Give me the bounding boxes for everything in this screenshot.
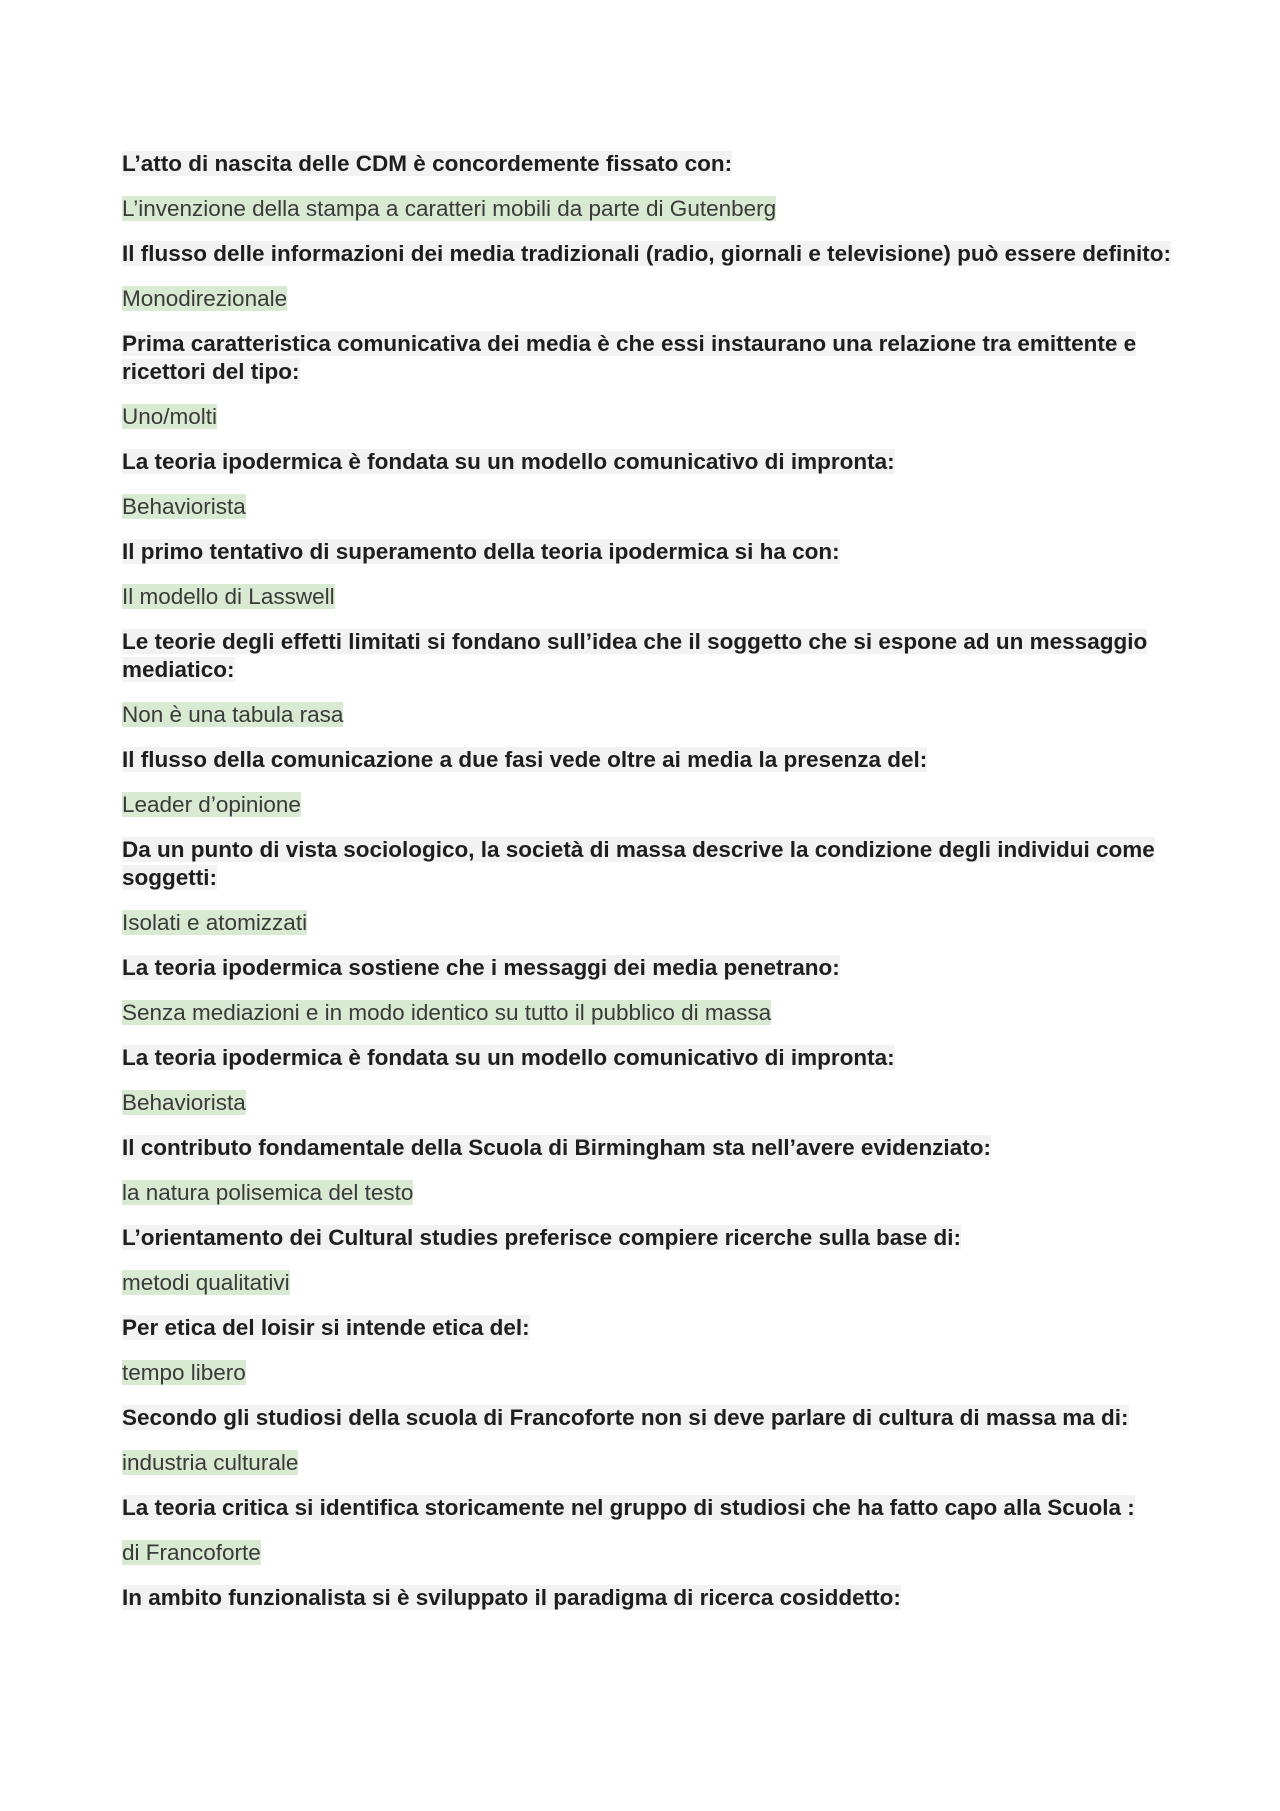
question-7: Il flusso della comunicazione a due fasi vede oltre ai media la presenza del:	[122, 747, 928, 772]
answer-1: L’invenzione della stampa a caratteri mobili da parte di Gutenberg	[122, 196, 777, 221]
question-16: In ambito funzionalista si è sviluppato il paradigma di ricerca cosiddetto:	[122, 1585, 901, 1610]
question-12: L’orientamento dei Cultural studies preferisce compiere ricerche sulla base di:	[122, 1225, 962, 1250]
answer-15: di Francoforte	[122, 1540, 261, 1565]
document-page	[122, 150, 1172, 1612]
answer-7: Leader d’opinione	[122, 792, 301, 817]
question-5: Il primo tentativo di superamento della teoria ipodermica si ha con:	[122, 539, 840, 564]
question-13: Per etica del loisir si intende etica del:	[122, 1315, 530, 1340]
answer-4: Behaviorista	[122, 494, 246, 519]
question-2: Il flusso delle informazioni dei media tradizionali (radio, giornali e televisione) può essere definito:	[122, 241, 1171, 266]
question-6: Le teorie degli effetti limitati si fondano sull’idea che il soggetto che si espone ad un messaggio mediatico:	[122, 629, 1148, 682]
answer-5: Il modello di Lasswell	[122, 584, 335, 609]
question-15: La teoria critica si identifica storicamente nel gruppo di studiosi che ha fatto capo alla Scuola :	[122, 1495, 1135, 1520]
answer-8: Isolati e atomizzati	[122, 910, 308, 935]
question-3: Prima caratteristica comunicativa dei media è che essi instaurano una relazione tra emittente e ricettori del tipo:	[122, 331, 1137, 384]
question-4: La teoria ipodermica è fondata su un modello comunicativo di impronta:	[122, 449, 895, 474]
answer-6: Non è una tabula rasa	[122, 702, 344, 727]
answer-14: industria culturale	[122, 1450, 299, 1475]
question-11: Il contributo fondamentale della Scuola di Birmingham sta nell’avere evidenziato:	[122, 1135, 991, 1160]
answer-9: Senza mediazioni e in modo identico su tutto il pubblico di massa	[122, 1000, 772, 1025]
question-14: Secondo gli studiosi della scuola di Francoforte non si deve parlare di cultura di massa ma di:	[122, 1405, 1129, 1430]
answer-12: metodi qualitativi	[122, 1270, 290, 1295]
question-8: Da un punto di vista sociologico, la società di massa descrive la condizione degli individui come soggetti:	[122, 837, 1155, 890]
answer-3: Uno/molti	[122, 404, 218, 429]
answer-11: la natura polisemica del testo	[122, 1180, 414, 1205]
answer-2: Monodirezionale	[122, 286, 288, 311]
answer-10: Behaviorista	[122, 1090, 246, 1115]
question-9: La teoria ipodermica sostiene che i messaggi dei media penetrano:	[122, 955, 840, 980]
question-1: L’atto di nascita delle CDM è concordemente fissato con:	[122, 151, 733, 176]
answer-13: tempo libero	[122, 1360, 246, 1385]
question-10: La teoria ipodermica è fondata su un modello comunicativo di impronta:	[122, 1045, 895, 1070]
